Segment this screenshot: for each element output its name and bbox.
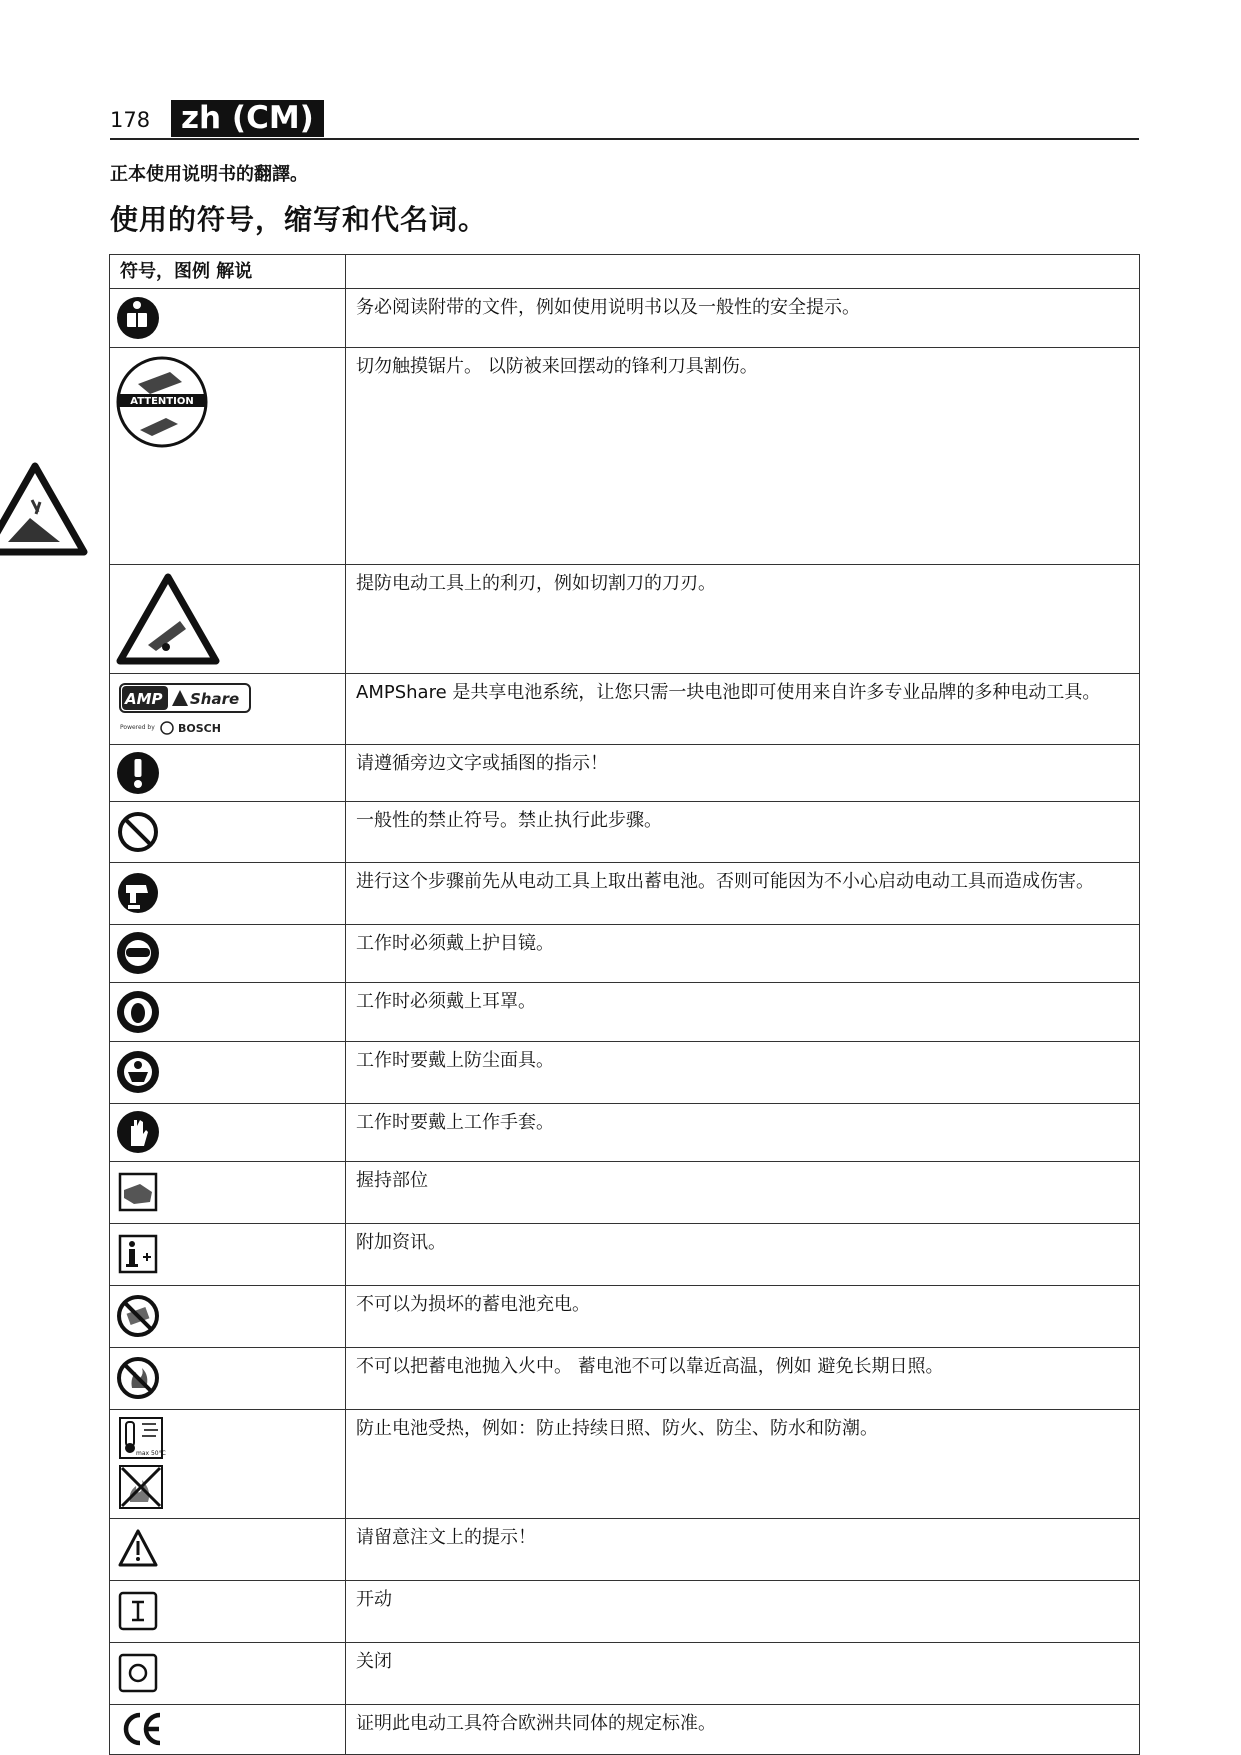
row-text: 工作时要戴上防尘面具。 — [346, 1042, 1140, 1104]
warning-triangle-icon — [110, 1519, 346, 1580]
row-text: 切勿触摸锯片。 以防被来回摆动的锋利刀具割伤。 — [346, 348, 1140, 565]
row-text: 关闭 — [346, 1643, 1140, 1705]
sharp-edge-warning-icon — [110, 565, 346, 673]
power-off-icon — [110, 1643, 346, 1704]
read-manual-icon — [110, 289, 346, 347]
row-text: 不可以为损坏的蓄电池充电。 — [346, 1286, 1140, 1348]
page-header — [110, 100, 1139, 140]
row-text: 请留意注文上的提示！ — [346, 1519, 1140, 1581]
intro-text: 正本使用说明书的翻譯。 — [110, 164, 308, 185]
table-row — [110, 1410, 1140, 1519]
attention-blade-icon — [110, 348, 346, 456]
ear-protection-icon — [110, 983, 346, 1041]
power-on-icon — [110, 1581, 346, 1642]
table-row — [110, 1348, 1140, 1410]
language-tag: zh (CM) — [171, 100, 324, 137]
table-row — [110, 1643, 1140, 1705]
table-row — [110, 1162, 1140, 1224]
row-text: 务必阅读附带的文件，例如使用说明书以及一般性的安全提示。 — [346, 289, 1140, 348]
warning-blade-triangle-icon — [0, 456, 90, 564]
row-text: 提防电动工具上的利刃，例如切割刀的刀刃。 — [346, 565, 1140, 674]
ampshare-logo-icon — [110, 674, 346, 744]
symbol-column-header: 符号，图例 解说 — [110, 255, 346, 289]
table-row — [110, 1581, 1140, 1643]
table-row — [110, 1705, 1140, 1755]
table-row — [110, 983, 1140, 1042]
table-row — [110, 863, 1140, 925]
table-row — [110, 1286, 1140, 1348]
work-gloves-icon — [110, 1104, 346, 1161]
grip-area-icon — [110, 1162, 346, 1223]
symbol-table — [109, 254, 1140, 1755]
table-header-row — [110, 255, 1140, 289]
row-text: 握持部位 — [346, 1162, 1140, 1224]
logo-amp-text: AMP — [125, 690, 163, 708]
row-text: 进行这个步骤前先从电动工具上取出蓄电池。否则可能因为不小心启动电动工具而造成伤害。 — [346, 863, 1140, 925]
safety-goggles-icon — [110, 925, 346, 982]
battery-no-fire-water-icon — [110, 1462, 345, 1512]
row-text: 一般性的禁止符号。禁止执行此步骤。 — [346, 802, 1140, 863]
dust-mask-icon — [110, 1042, 346, 1103]
temp-label: max 50°C — [136, 1450, 166, 1457]
logo-powered-text: Powered by — [120, 724, 155, 731]
row-text: 防止电池受热，例如：防止持续日照、防火、防尘、防水和防潮。 — [346, 1410, 1140, 1519]
table-row — [110, 1519, 1140, 1581]
no-charging-damaged-battery-icon — [110, 1286, 346, 1347]
logo-brand-text: BOSCH — [178, 722, 221, 735]
battery-heat-icon — [110, 1410, 345, 1462]
row-text: AMPShare 是共享电池系统，让您只需一块电池即可使用来自许多专业品牌的多种电动工具。 — [346, 674, 1140, 745]
table-row — [110, 674, 1140, 745]
no-battery-in-fire-icon — [110, 1348, 346, 1409]
table-row — [110, 1042, 1140, 1104]
section-title: 使用的符号，缩写和代名词。 — [110, 203, 488, 236]
exclamation-icon — [110, 745, 346, 801]
remove-battery-icon — [110, 863, 346, 924]
row-text: 工作时必须戴上护目镜。 — [346, 925, 1140, 983]
table-row — [110, 925, 1140, 983]
attention-label: ATTENTION — [130, 396, 194, 407]
table-row — [110, 1104, 1140, 1162]
row-text: 开动 — [346, 1581, 1140, 1643]
table-row — [110, 289, 1140, 348]
row-text: 附加资讯。 — [346, 1224, 1140, 1286]
table-row — [110, 802, 1140, 863]
table-row — [110, 565, 1140, 674]
row-text: 工作时要戴上工作手套。 — [346, 1104, 1140, 1162]
page-number: 178 — [110, 108, 151, 132]
info-icon — [110, 1224, 346, 1285]
row-text: 工作时必须戴上耳罩。 — [346, 983, 1140, 1042]
row-text: 证明此电动工具符合欧洲共同体的规定标准。 — [346, 1705, 1140, 1755]
table-row — [110, 745, 1140, 802]
ce-mark-icon — [110, 1705, 346, 1754]
table-row — [110, 348, 1140, 565]
logo-share-text: Share — [190, 690, 240, 708]
prohibition-icon — [110, 802, 346, 862]
text-column-header — [346, 255, 1140, 289]
table-row — [110, 1224, 1140, 1286]
row-text: 请遵循旁边文字或插图的指示！ — [346, 745, 1140, 802]
row-text: 不可以把蓄电池抛入火中。 蓄电池不可以靠近高温，例如 避免长期日照。 — [346, 1348, 1140, 1410]
